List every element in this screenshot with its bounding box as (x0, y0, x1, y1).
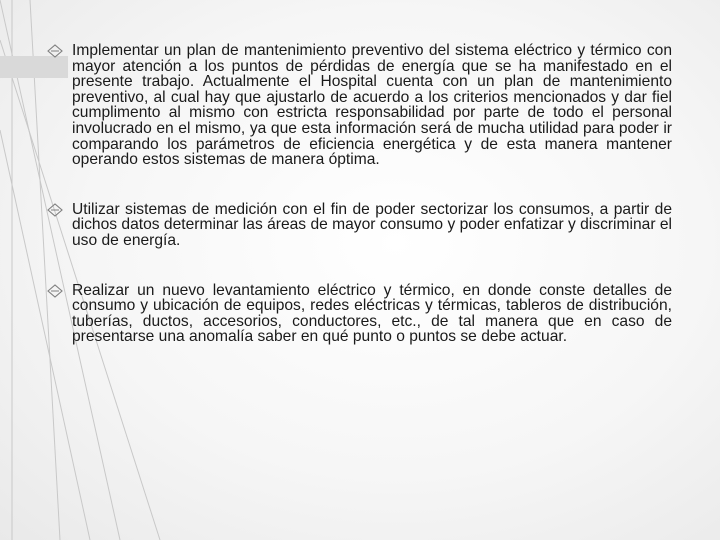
diamond-bullet-icon (46, 284, 64, 298)
list-item (46, 283, 672, 345)
list-item (46, 43, 672, 168)
bullet-list (46, 43, 672, 345)
bullet-text: Realizar un nuevo levantamiento eléctrico y térmico, en donde conste detalles de consumo y ubicación de equipos, redes eléctricas y térmicas, tableros de distribución, tuberías, ductos, accesorios, conductores, etc., de tal manera que en caso de presentarse una anomalía saber en qué punto o puntos se debe actuar. (72, 281, 672, 346)
list-item (46, 202, 672, 249)
bullet-text: Implementar un plan de mantenimiento preventivo del sistema eléctrico y térmico con mayor atención a los puntos de pérdidas de energía que se ha manifestado en el presente trabajo. Actualmente el Hospital cuenta con un plan de mantenimiento preventivo, al cual hay que ajustarlo de acuerdo a los criterios mencionados y dar fiel cumplimento al mismo con estricta responsabilidad por parte de todo el personal involucrado en el mismo, ya que esta información será de mucha utilidad para poder ir comparando los parámetros de eficiencia energética y de esta manera mantener operando estos sistemas de manera óptima. (72, 42, 672, 169)
diamond-bullet-icon (46, 44, 64, 58)
bullet-text: Utilizar sistemas de medición con el fin de poder sectorizar los consumos, a partir de dichos datos determinar las áreas de mayor consumo y poder enfatizar y discriminar el uso de energía. (72, 200, 672, 249)
diamond-bullet-icon (46, 203, 64, 217)
